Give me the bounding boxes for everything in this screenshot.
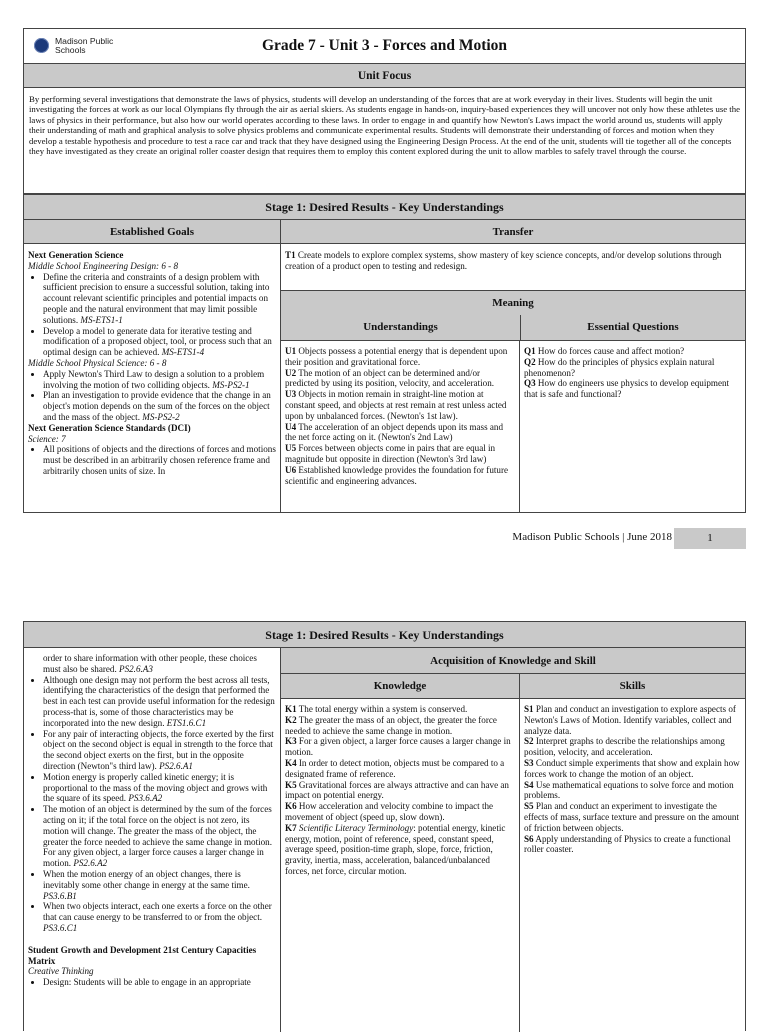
understanding-item: U5 Forces between objects come in pairs that are equal in magnitude but opposite in direction (Newton's 3rd law): [285, 443, 496, 464]
creative-thinking-list: [28, 977, 276, 988]
dci-continued-list: [28, 675, 276, 934]
stage1-table-page1: [23, 194, 746, 513]
page-title: Grade 7 - Unit 3 - Forces and Motion: [261, 37, 508, 54]
understanding-item: U1 Objects possess a potential energy that is dependent upon their position and gravitational force.: [285, 346, 508, 367]
phys-sci-list: [28, 369, 276, 423]
knowledge-item: K2 The greater the mass of an object, the greater the force needed to achieve the same change in motion.: [285, 714, 497, 736]
established-goals-header: Established Goals: [24, 220, 281, 244]
list-item: • The motion of an object is determined by the sum of the forces acting on it; if the total force on the object is not zero, its motion will change. The greater the mass of the object, the greater the force needed to achieve the same change in motion. For any given object, a larger force causes a larger change in motion. PS2.6.A2: [43, 804, 276, 869]
knowledge-column: [281, 699, 520, 1032]
skills-column: [520, 699, 745, 1032]
list-item: • Plan an investigation to provide evidence that the change in an object's motion depends on the sum of the forces on the object and the mass of the object. MS-PS2-2: [43, 390, 276, 422]
dci-heading: Next Generation Science Standards (DCI): [28, 422, 191, 433]
page-footer: [440, 528, 746, 549]
ngs-heading: Next Generation Science: [28, 250, 124, 260]
skill-item: S6 Apply understanding of Physics to create a functional roller coaster.: [524, 833, 731, 855]
page-1-title-bar: [23, 28, 746, 64]
science7-label: Science: 7: [28, 433, 66, 444]
ms-eng-design-label: Middle School Engineering Design: 6 - 8: [28, 260, 179, 271]
standard-code: MS-PS2-2: [142, 411, 180, 422]
continued-text: order to share information with other people, these choices must also be shared. PS2.6.A3: [43, 653, 257, 674]
unit-focus-header: Unit Focus: [24, 64, 745, 88]
understandings-header: Understandings: [363, 321, 438, 333]
capacities-heading: Student Growth and Development 21st Century Capacities Matrix: [28, 944, 257, 966]
essential-questions-header: Essential Questions: [587, 321, 679, 333]
list-item: • When two objects interact, each one exerts a force on the other that can cause energy to be transferred to or from the object. PS3.6.C1: [43, 901, 276, 933]
meaning-label: Meaning: [492, 297, 534, 309]
list-item: • For any pair of interacting objects, the force exerted by the first object on the second object is equal in strength to the force that the second object exerts on the first, but in the opposite direction (Newton"s third law). PS2.6.A1: [43, 729, 276, 772]
transfer-header: Transfer: [281, 220, 745, 244]
ms-phys-sci-label: Middle School Physical Science: 6 - 8: [28, 357, 167, 368]
transfer-text: Create models to explore complex systems, show mastery of key science concepts, and/or develop solutions through creation of a product open to testing and redesign.: [285, 250, 722, 271]
district-name-line1: Madison Public: [55, 36, 114, 46]
list-item: • Design: Students will be able to engage in an appropriate: [43, 977, 276, 988]
transfer-label-t1: T1: [285, 250, 296, 260]
district-name-line2: Schools: [55, 45, 86, 56]
knowledge-item: K7 Scientific Literacy Terminology: potential energy, kinetic energy, motion, point of reference, speed, constant speed, average speed, position-time graph, slope, force, friction, gravity, inertia, mass, acceleration, balanced/unbalanced forces, net force, circular motion.: [285, 822, 506, 876]
list-item: • Define the criteria and constraints of a design problem with sufficient precision to ensure a successful solution, taking into account relevant scientific principles and potential impacts on people and the natural environment that may limit possible solutions. MS-ETS1-1: [43, 272, 276, 326]
skills-header: Skills: [520, 674, 745, 699]
knowledge-item: K6 How acceleration and velocity combine to impact the movement of object (speed up, slow down).: [285, 801, 494, 822]
skill-item: S2 Interpret graphs to describe the relationships among position, velocity, and acceleration.: [524, 736, 725, 758]
list-item: • Although one design may not perform the best across all tests, identifying the characteristics of the design that performed the best in each test can provide useful information for the redesign process-that is, some of those characteristics may be incorporated into the new design. ETS1.6.C1: [43, 675, 276, 729]
acquisition-header: Acquisition of Knowledge and Skill: [281, 648, 745, 674]
question-item: Q1 How do forces cause and affect motion?: [524, 346, 685, 356]
goals-continued-column: [24, 648, 281, 1032]
page-number: 1: [674, 528, 746, 549]
knowledge-item: K1 The total energy within a system is conserved.: [285, 704, 468, 714]
skill-item: S4 Use mathematical equations to solve force and motion problems.: [524, 779, 734, 801]
dci-list: [28, 444, 276, 476]
established-goals-column: [24, 244, 281, 512]
essential-questions-column: [520, 341, 745, 512]
knowledge-item: K4 In order to detect motion, objects must be compared to a designated frame of reference.: [285, 757, 505, 779]
knowledge-header: Knowledge: [281, 674, 520, 699]
unit-focus-section: [23, 64, 746, 194]
understanding-item: U2 The motion of an object can be determined and/or predicted by using its position, velocity, and acceleration.: [285, 367, 495, 389]
standard-code: MS-ETS1-4: [161, 347, 205, 358]
standard-code: MS-ETS1-1: [80, 314, 123, 325]
unit-focus-text: By performing several investigations that demonstrate the laws of physics, students will develop an understanding of the forces that are at work everyday in their lives. Students will begin the unit investigating the forces at work as our local Olympians fly through the air as aerial skiers. As students engage in hands-on, inquiry-based experiences they will uncover not only how these athletes use the laws of physics in their performance, but also how our world operates according to these laws. In order to engage in and quantify how Newton's Laws impact the world around us, students will apply their understanding of math and graphical analysis to solve physics problems and communicate experimental results. Students will demonstrate their understanding of forces and motion when they develop a testable hypothesis and procedure to test a race car and track that they have designed using the Engineering Design Process. At the end of the unit, students will tie together all of the concepts they have investigated as they create an original roller coaster design that requires them to employ this content explored during the unit to allow marbles to safely travel through the course.: [29, 94, 740, 157]
understanding-item: U3 Objects in motion remain in straight-line motion at constant speed, and objects at rest remain at rest unless acted upon by unbalanced forces. (Newton's 1st law).: [285, 389, 507, 421]
skill-item: S1 Plan and conduct an investigation to explore aspects of Newton's Laws of Motion. Identify variables, collect and analyze data.: [524, 704, 736, 736]
transfer-content: [281, 244, 745, 291]
skill-item: S5 Plan and conduct an experiment to investigate the effects of mass, surface texture and pressure on the amount of friction between objects.: [524, 801, 739, 833]
understanding-item: U4 The acceleration of an object depends upon its mass and the net force acting on it. (Newton's 2nd Law): [285, 421, 504, 443]
list-item: • Motion energy is properly called kinetic energy; it is proportional to the mass of the moving object and grows with the square of its speed. PS3.6.A2: [43, 772, 276, 804]
skill-item: S3 Conduct simple experiments that show and explain how forces work to change the motion of an object.: [524, 757, 740, 779]
understanding-item: U6 Established knowledge provides the foundation for future scientific and engineering advances.: [285, 464, 509, 486]
stage1-header-page2: Stage 1: Desired Results - Key Understandings: [24, 622, 745, 648]
understandings-column: [281, 341, 520, 512]
question-item: Q2 How do the principles of physics explain natural phenomenon?: [524, 356, 715, 378]
list-item: • All positions of objects and the directions of forces and motions must be described in an arbitrarily chosen reference frame and arbitrarily chosen units of size. In: [43, 444, 276, 476]
list-item: • Apply Newton's Third Law to design a solution to a problem involving the motion of two colliding objects. MS-PS2-1: [43, 369, 276, 391]
knowledge-item: K3 For a given object, a larger force causes a larger change in motion.: [285, 736, 511, 758]
eng-design-list: [28, 272, 276, 358]
footer-text: Madison Public Schools | June 2018: [512, 531, 672, 543]
list-item: • Develop a model to generate data for iterative testing and modification of a proposed object, tool, or process such that an optimal design can be achieved. MS-ETS1-4: [43, 326, 276, 358]
stage1-header: Stage 1: Desired Results - Key Understandings: [24, 195, 745, 220]
meaning-header: [281, 291, 745, 341]
creative-thinking-label: Creative Thinking: [28, 966, 94, 977]
list-item: • When the motion energy of an object changes, there is inevitably some other change in energy at the same time. PS3.6.B1: [43, 869, 276, 901]
standard-code: MS-PS2-1: [212, 379, 250, 390]
knowledge-item: K5 Gravitational forces are always attractive and can have an impact on potential energy.: [285, 779, 509, 801]
question-item: Q3 How do engineers use physics to develop equipment that is safe and functional?: [524, 378, 730, 400]
stage1-table-page2: [23, 621, 746, 1031]
